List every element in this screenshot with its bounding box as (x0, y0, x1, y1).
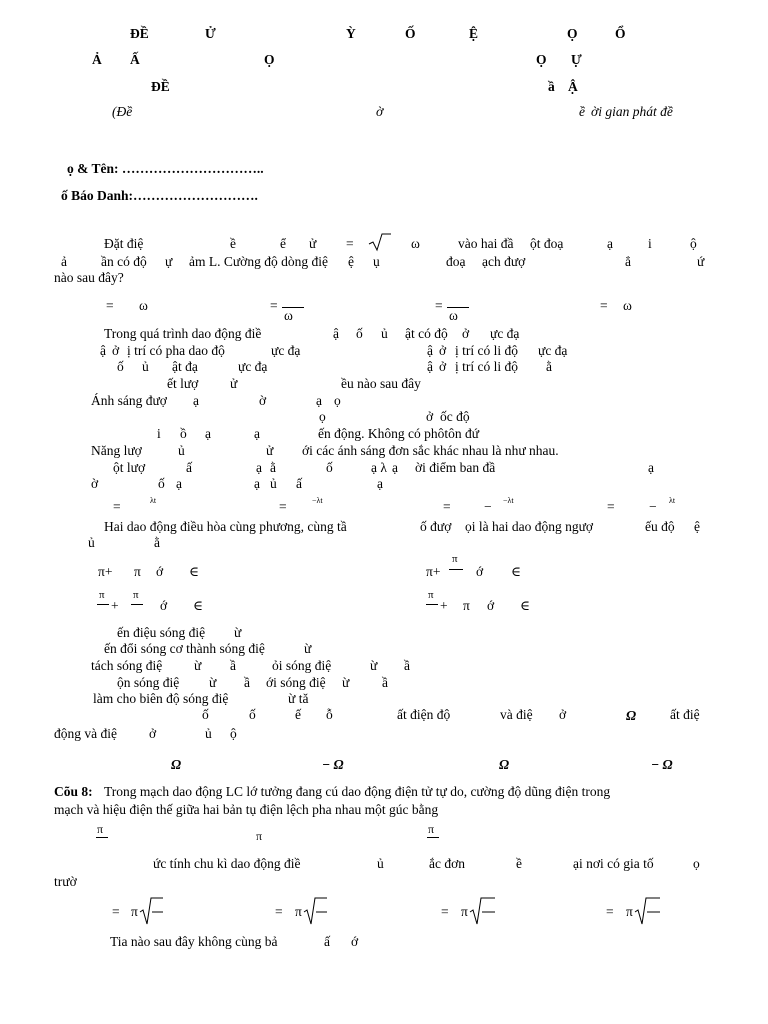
q1-option-b: = (270, 298, 278, 313)
q2-option-b: ở (439, 343, 447, 358)
q4-stem: ằ (270, 460, 276, 475)
q1-text: ả (61, 254, 67, 269)
q8-label: Cõu 8: (54, 784, 93, 799)
q2-stem: ực đạ (490, 326, 520, 341)
q1-option-b: ω (284, 308, 293, 323)
sqrt-fraction-symbol (469, 896, 497, 926)
q10-stem: ớ (351, 934, 359, 949)
q7-stem: ở (149, 726, 157, 741)
q6-option: ầ (244, 675, 250, 690)
sqrt-symbol (368, 232, 392, 252)
q1-text: ạch đượ (482, 254, 526, 269)
q1-text: ề (230, 236, 236, 251)
q5-stem: ố đượ (420, 519, 452, 534)
q2-option-b: ị trí có li độ (455, 343, 518, 358)
q5-option-c: π (99, 589, 105, 601)
q1-option-a: = (106, 298, 114, 313)
q9-option-b: π (295, 904, 302, 919)
q7-stem: và điệ (500, 707, 533, 722)
q4-option-c: − (484, 499, 492, 514)
q9-stem: ủ (377, 856, 384, 871)
header-char: Ệ (469, 26, 479, 41)
q1-text: ột đoạ (530, 236, 564, 251)
q3-option-c: ồ (180, 426, 187, 441)
q5-stem: ọi là hai dao động ngượ (465, 519, 594, 534)
q1-text: ứ (697, 254, 705, 269)
q1-text: Đặt điệ (104, 236, 144, 251)
q2-option-a: ực đạ (271, 343, 301, 358)
q6-option: ừ (342, 675, 350, 690)
header-char: Ả (92, 52, 102, 67)
q4-option-b: −λt (312, 496, 323, 505)
q7-option-d: − Ω (651, 757, 673, 772)
q1-text: đoạ (446, 254, 466, 269)
q3-option-a: ờ (259, 393, 267, 408)
header-char: Ậ (568, 79, 578, 94)
q5-option-c: π (133, 589, 139, 601)
q1-text: ử (309, 236, 317, 251)
q6-option: ến đổi sóng cơ thành sóng điệ (104, 641, 265, 656)
fraction-bar (96, 837, 108, 838)
q6-option: ầ (230, 658, 236, 673)
q7-stem: ộ (230, 726, 237, 741)
header-char: Ổ (615, 26, 626, 41)
header-char: Ấ (130, 52, 140, 67)
q6-option: làm cho biên độ sóng điệ (93, 691, 229, 706)
q4-stem: ạ (256, 460, 262, 475)
q4-stem: ạ (254, 476, 260, 491)
header-char: Ố (405, 26, 416, 41)
q5-stem: ệ (694, 519, 700, 534)
q3-stem: ử (230, 376, 238, 391)
header-char: Ự (571, 52, 582, 67)
q7-stem: ỗ (326, 707, 333, 722)
q6-option: ến điệu sóng điệ (117, 625, 206, 640)
q5-option-c: ớ (160, 598, 168, 613)
q9-option-c: π (461, 904, 468, 919)
q3-option-a: ạ (193, 393, 199, 408)
q4-stem: ạ (392, 460, 398, 475)
q6-option: ộn sóng điệ (117, 675, 180, 690)
q2-stem: Trong quá trình dao động điề (104, 326, 262, 341)
q10-stem: ấ (324, 934, 330, 949)
q5-stem: ủ (88, 535, 95, 550)
q8-stem: Trong mạch dao động LC lớ tưởng đang cú dao động điện tử tự do, cường độ dũng điện trong (104, 784, 611, 799)
q1-text: ộ (690, 236, 697, 251)
q6-option: ầ (382, 675, 388, 690)
q4-option-d: − (649, 499, 657, 514)
q7-stem: ở (559, 707, 567, 722)
q5-option-b: ớ (476, 564, 484, 579)
header-char: Ỳ (346, 26, 356, 41)
q7-stem: ố (202, 707, 209, 722)
q9-option-d: = (606, 904, 614, 919)
q2-stem: ậ (333, 326, 339, 341)
header-note: ờ (376, 104, 384, 119)
q1-text: i (648, 236, 652, 251)
q1-text: ụ (373, 254, 380, 269)
q2-option-a: ậ (100, 343, 106, 358)
q5-option-a: π+ (98, 564, 113, 579)
q7-stem: ất điệ (670, 707, 700, 722)
q7-stem: Ω (626, 708, 637, 723)
q4-stem: ố (158, 476, 165, 491)
q1-option-c: ω (449, 308, 458, 323)
q2-stem: ủ (381, 326, 388, 341)
q9-option-b: = (275, 904, 283, 919)
q5-option-d: π (428, 589, 434, 601)
q2-option-c: ật đạ (172, 359, 198, 374)
q5-option-d: + (440, 598, 448, 613)
q5-stem: ếu độ (645, 519, 675, 534)
q9-stem: ức tính chu kì dao động điề (153, 856, 301, 871)
header-note: ề (579, 104, 585, 119)
q6-option: ừ (234, 625, 242, 640)
q1-text: ω (411, 236, 420, 251)
q9-option-d: π (626, 904, 633, 919)
q2-stem: ật có độ (405, 326, 448, 341)
q3-option-d: ủ (178, 443, 185, 458)
q3-stem: ết lượ (167, 376, 199, 391)
q2-option-c: ủ (142, 359, 149, 374)
q7-option-c: Ω (499, 757, 510, 772)
q2-option-b: ậ (427, 343, 433, 358)
q6-option: ừ (194, 658, 202, 673)
q4-option-d: = (607, 499, 615, 514)
q4-option-d: λt (669, 496, 676, 505)
q2-option-c: ực đạ (238, 359, 268, 374)
q4-stem: ố (326, 460, 333, 475)
q2-option-d: ằ (546, 359, 552, 374)
q1-text: vào hai đầ (458, 236, 514, 251)
q6-option: ừ (209, 675, 217, 690)
q3-option-b: ọ (319, 409, 326, 424)
q5-option-d: ớ (487, 598, 495, 613)
q2-option-d: ậ (427, 359, 433, 374)
header-char: ĐỀ (130, 26, 149, 41)
q4-stem: ột lượ (113, 460, 146, 475)
q1-option-a: ω (139, 298, 148, 313)
q9-option-a: π (131, 904, 138, 919)
q4-option-a: = (113, 499, 121, 514)
q1-option-d: = (600, 298, 608, 313)
q1-text: ạ (607, 236, 613, 251)
q7-stem: ủ (205, 726, 212, 741)
q3-option-a: Ánh sáng đượ (91, 393, 167, 408)
q2-option-c: ố (117, 359, 124, 374)
q6-option: ầ (404, 658, 410, 673)
q8-stem: mạch và hiệu điện thế giữa hai bản tụ điện lệch pha nhau một gúc bằng (54, 802, 439, 817)
q6-option: ừ (370, 658, 378, 673)
q8-option-c: π (428, 822, 435, 836)
q1-text: ể (280, 236, 286, 251)
q3-option-b: ở (426, 409, 434, 424)
q4-option-a: λt (150, 496, 157, 505)
q5-option-d: π (463, 598, 470, 613)
q7-option-a: Ω (171, 757, 182, 772)
q9-stem: trườ (54, 874, 77, 889)
q1-option-c: = (435, 298, 443, 313)
q1-text: ệ (348, 254, 354, 269)
q2-stem: ố (356, 326, 363, 341)
header-char: ĐỀ (151, 79, 170, 94)
q5-option-b: ∈ (511, 564, 521, 579)
q4-stem: ấ (296, 476, 302, 491)
q4-stem: ủ (270, 476, 277, 491)
fraction-bar (427, 837, 439, 838)
q5-option-c: + (111, 598, 119, 613)
q3-option-a: ạ (316, 393, 322, 408)
q9-option-c: = (441, 904, 449, 919)
id-field-label: ố Báo Danh:………………………. (61, 188, 258, 203)
q4-stem: ạ λ (371, 460, 387, 475)
header-char: Ọ (536, 52, 547, 67)
header-char: ầ (548, 79, 555, 94)
q5-option-a: ớ (156, 564, 164, 579)
q3-option-d: ới các ánh sáng đơn sắc khác nhau là như nhau. (302, 443, 559, 458)
q2-option-b: ực đạ (538, 343, 568, 358)
q3-option-d: ử (266, 443, 274, 458)
q9-stem: ắc đơn (429, 856, 465, 871)
q8-option-b: π (256, 829, 263, 843)
q2-option-d: ị trí có li độ (455, 359, 518, 374)
q3-option-c: ến động. Không có phôtôn đứ (318, 426, 480, 441)
fraction-bar (131, 604, 143, 605)
q1-option-d: ω (623, 298, 632, 313)
q9-stem: ọ (693, 856, 700, 871)
q6-option: ới sóng điệ (266, 675, 326, 690)
sqrt-fraction-symbol (139, 896, 165, 926)
q10-stem: Tia nào sau đây không cùng bả (110, 934, 278, 949)
q3-option-d: Năng lượ (91, 443, 142, 458)
header-char: Ọ (264, 52, 275, 67)
q5-stem: Hai dao động điều hòa cùng phương, cùng tầ (104, 519, 347, 534)
q4-stem: ạ (176, 476, 182, 491)
q7-option-b: − Ω (322, 757, 344, 772)
q6-option: ừ (304, 641, 312, 656)
q5-option-a: ∈ (189, 564, 199, 579)
q4-stem: ấ (186, 460, 192, 475)
q5-option-a: π (134, 564, 141, 579)
q5-option-d: ∈ (520, 598, 530, 613)
q3-option-b: ốc độ (440, 409, 470, 424)
q9-option-a: = (112, 904, 120, 919)
q7-stem: động và điệ (54, 726, 117, 741)
q4-option-c: −λt (503, 496, 514, 505)
q5-option-b: π (452, 553, 458, 565)
q6-option: tách sóng điệ (91, 658, 163, 673)
q9-stem: ề (516, 856, 522, 871)
q1-text: = (346, 236, 354, 251)
q3-option-c: ạ (254, 426, 260, 441)
q5-stem: ằ (154, 535, 160, 550)
q4-option-c: = (443, 499, 451, 514)
q2-option-a: ị trí có pha dao độ (127, 343, 225, 358)
q1-text: ảm L. Cường độ dòng điệ (189, 254, 328, 269)
q6-option: ỏi sóng điệ (272, 658, 332, 673)
q8-option-a: π (97, 822, 104, 836)
q4-stem: ạ (377, 476, 383, 491)
q9-stem: ại nơi có gia tố (573, 856, 654, 871)
q7-stem: ất điện độ (397, 707, 451, 722)
fraction-bar (426, 604, 438, 605)
fraction-bar (449, 569, 463, 570)
fraction-bar (97, 604, 109, 605)
q3-stem: ều nào sau đây (341, 376, 421, 391)
q4-option-b: = (279, 499, 287, 514)
q3-option-c: ạ (205, 426, 211, 441)
q3-option-c: i (157, 426, 161, 441)
q5-option-b: π+ (426, 564, 441, 579)
header-char: Ọ (567, 26, 578, 41)
q1-text: ần có độ (101, 254, 147, 269)
q7-stem: ố (249, 707, 256, 722)
q1-text: nào sau đây? (54, 270, 124, 285)
header-char: Ử (205, 26, 216, 41)
q2-stem: ở (462, 326, 470, 341)
q2-option-a: ở (112, 343, 120, 358)
q1-text: ẳ (625, 254, 631, 269)
q2-option-d: ở (439, 359, 447, 374)
name-field-label: ọ & Tên: ………………………….. (67, 161, 264, 176)
q6-option: ừ tă (288, 691, 309, 706)
q3-option-a: ọ (334, 393, 341, 408)
q4-stem: ạ (648, 460, 654, 475)
sqrt-fraction-symbol (634, 896, 662, 926)
q7-stem: ế (295, 707, 301, 722)
header-note: (Đề (112, 104, 133, 119)
q1-text: ự (165, 254, 173, 269)
q4-stem: ời điểm ban đầ (415, 460, 496, 475)
sqrt-fraction-symbol (303, 896, 329, 926)
q4-stem: ờ (91, 476, 99, 491)
header-note: ời gian phát đề (591, 104, 673, 119)
q5-option-c: ∈ (193, 598, 203, 613)
